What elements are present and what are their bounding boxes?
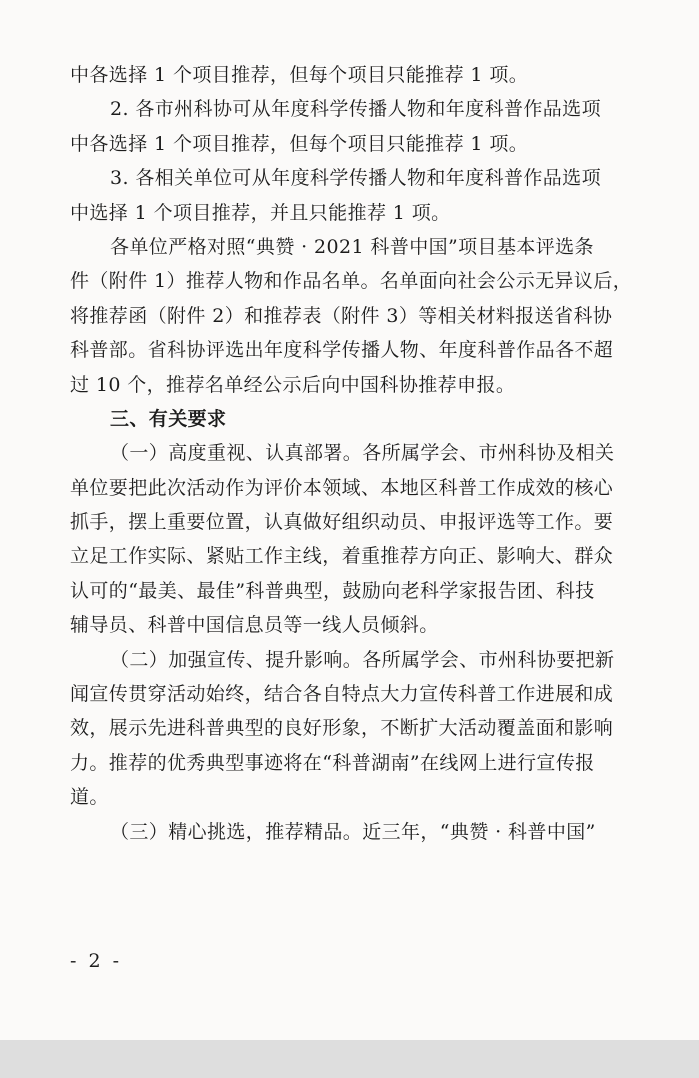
text-line: （一）高度重视、认真部署。各所属学会、市州科协及相关 (110, 442, 615, 465)
text-line: 中各选择 1 个项目推荐，但每个项目只能推荐 1 项。 (70, 64, 529, 86)
text-line: 件（附件 1）推荐人物和作品名单。名单面向社会公示无异议后， (70, 270, 633, 293)
text-line: 中各选择 1 个项目推荐，但每个项目只能推荐 1 项。 (70, 132, 529, 155)
text-line: 科普部。省科协评选出年度科学传播人物、年度科普作品各不超 (70, 339, 614, 362)
text-line: 力。推荐的优秀典型事迹将在“科普湖南”在线网上进行宣传报 (70, 751, 595, 774)
text-line: 3. 各相关单位可从年度科学传播人物和年度科普作品选项 (110, 167, 601, 190)
text-line: 单位要把此次活动作为评价本领域、本地区科普工作成效的核心 (70, 476, 614, 499)
text-line: （三）精心挑选，推荐精品。近三年，“典赞 · 科普中国” (110, 820, 596, 843)
text-line: 将推荐函（附件 2）和推荐表（附件 3）等相关材料报送省科协 (70, 304, 613, 327)
text-line: 认可的“最美、最佳”科普典型，鼓励向老科学家报告团、科技 (70, 579, 595, 602)
text-line: 中选择 1 个项目推荐，并且只能推荐 1 项。 (70, 201, 451, 224)
text-line: 抓手，摆上重要位置，认真做好组织动员、申报评选等工作。要 (70, 511, 614, 534)
text-line: （二）加强宣传、提升影响。各所属学会、市州科协要把新 (110, 648, 615, 671)
section-heading: 三、有关要求 (110, 407, 227, 430)
text-line: 过 10 个，推荐名单经公示后向中国科协推荐申报。 (70, 373, 516, 396)
text-line: 2. 各市州科协可从年度科学传播人物和年度科普作品选项 (110, 98, 601, 121)
text-line: 道。 (70, 786, 109, 809)
text-line: 立足工作实际、紧贴工作主线，着重推荐方向正、影响大、群众 (70, 545, 614, 568)
text-line: 效，展示先进科普典型的良好形象，不断扩大活动覆盖面和影响 (70, 717, 614, 740)
text-line: 辅导员、科普中国信息员等一线人员倾斜。 (70, 614, 439, 637)
page-number: - 2 - (70, 950, 123, 972)
body-text (70, 58, 652, 849)
text-line: 闻宣传贯穿活动始终，结合各自特点大力宣传科普工作进展和成 (70, 683, 614, 706)
viewer-background (0, 1040, 699, 1078)
text-line: 各单位严格对照“典赞 · 2021 科普中国”项目基本评选条 (110, 235, 594, 258)
